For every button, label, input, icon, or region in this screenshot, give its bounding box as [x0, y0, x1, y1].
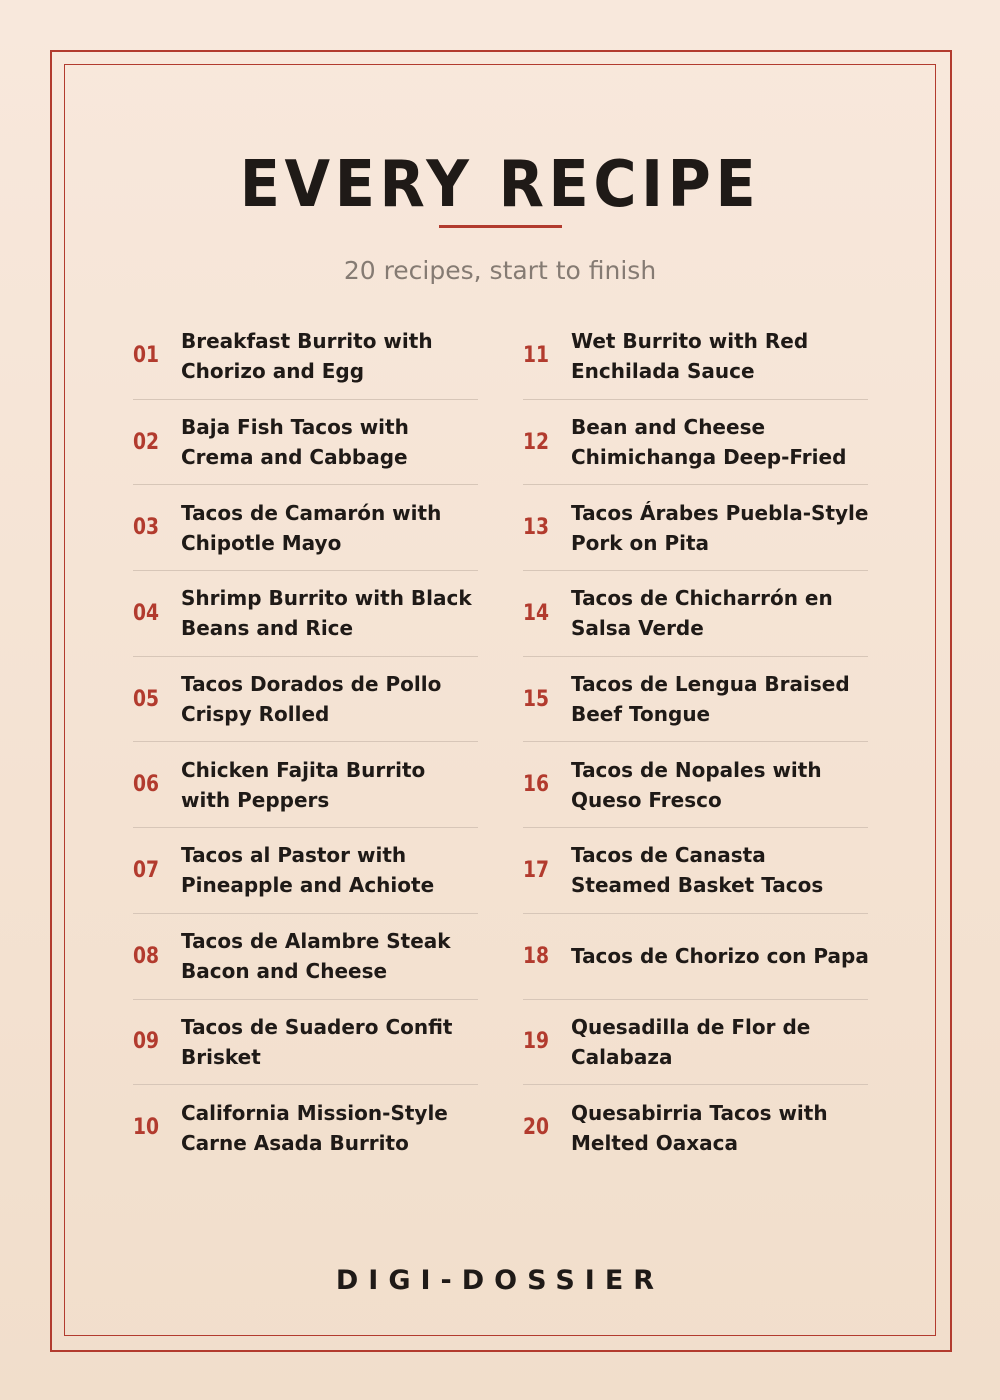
recipe-name: Chicken Fajita Burrito with Peppers [181, 757, 426, 812]
list-item [133, 1084, 478, 1170]
recipe-name: Tacos Árabes Puebla-Style Pork on Pita [571, 500, 869, 555]
list-item [523, 313, 868, 399]
recipe-number: 05 [133, 686, 160, 712]
list-item [523, 656, 868, 742]
list-item [133, 741, 478, 827]
recipe-list-right [523, 313, 868, 1170]
recipe-list-left [133, 313, 478, 1170]
page-subtitle: 20 recipes, start to finish [343, 256, 657, 285]
recipe-number: 04 [133, 600, 160, 626]
list-item [133, 399, 478, 485]
list-item [523, 399, 868, 485]
recipe-name: Tacos Dorados de Pollo Crispy Rolled [181, 672, 442, 727]
recipe-number: 16 [523, 772, 550, 798]
recipe-number: 15 [523, 686, 550, 712]
recipe-name: Tacos de Suadero Confit Brisket [181, 1014, 453, 1069]
recipe-number: 17 [523, 857, 550, 883]
recipe-number: 09 [133, 1029, 160, 1055]
list-item [523, 913, 868, 999]
list-item [523, 570, 868, 656]
list-item [523, 484, 868, 570]
list-item [523, 827, 868, 913]
recipe-number: 11 [523, 343, 550, 369]
list-item [523, 1084, 868, 1170]
recipe-name: Tacos de Nopales with Queso Fresco [571, 757, 822, 812]
recipe-number: 01 [133, 343, 160, 369]
recipe-number: 07 [133, 857, 160, 883]
list-item [133, 827, 478, 913]
recipe-number: 18 [523, 943, 550, 969]
recipe-name: Tacos de Alambre Steak Bacon and Cheese [181, 929, 451, 984]
list-item [133, 913, 478, 999]
recipe-name: Quesadilla de Flor de Calabaza [571, 1014, 811, 1069]
recipe-number: 14 [523, 600, 550, 626]
recipe-number: 02 [133, 429, 160, 455]
list-item [133, 313, 478, 399]
recipe-name: Tacos de Chorizo con Papa [571, 944, 869, 969]
recipe-number: 12 [523, 429, 550, 455]
list-item [523, 999, 868, 1085]
page-title: EVERY RECIPE [239, 148, 761, 222]
recipe-name: Bean and Cheese Chimichanga Deep-Fried [571, 415, 847, 470]
recipe-name: Tacos al Pastor with Pineapple and Achiote [181, 843, 435, 898]
recipe-number: 06 [133, 772, 160, 798]
recipe-name: Shrimp Burrito with Black Beans and Rice [181, 586, 472, 641]
list-item [133, 484, 478, 570]
recipe-number: 13 [523, 515, 550, 541]
recipe-name: Tacos de Lengua Braised Beef Tongue [571, 672, 850, 727]
list-item [523, 741, 868, 827]
recipe-name: Baja Fish Tacos with Crema and Cabbage [181, 415, 409, 470]
recipe-name: California Mission-Style Carne Asada Burrito [181, 1100, 448, 1155]
recipe-number: 08 [133, 943, 160, 969]
recipe-name: Quesabirria Tacos with Melted Oaxaca [571, 1100, 828, 1155]
recipe-number: 03 [133, 515, 160, 541]
brand-footer: DIGI-DOSSIER [335, 1265, 665, 1296]
list-item [133, 656, 478, 742]
recipe-name: Wet Burrito with Red Enchilada Sauce [571, 328, 809, 383]
title-underline [439, 225, 562, 228]
list-item [133, 570, 478, 656]
recipe-name: Tacos de Camarón with Chipotle Mayo [181, 500, 442, 555]
recipe-name: Breakfast Burrito with Chorizo and Egg [181, 328, 433, 383]
recipe-name: Tacos de Chicharrón en Salsa Verde [571, 586, 833, 641]
list-item [133, 999, 478, 1085]
recipe-number: 10 [133, 1115, 160, 1141]
recipe-number: 19 [523, 1029, 550, 1055]
recipe-name: Tacos de Canasta Steamed Basket Tacos [571, 843, 824, 898]
recipe-number: 20 [523, 1115, 550, 1141]
